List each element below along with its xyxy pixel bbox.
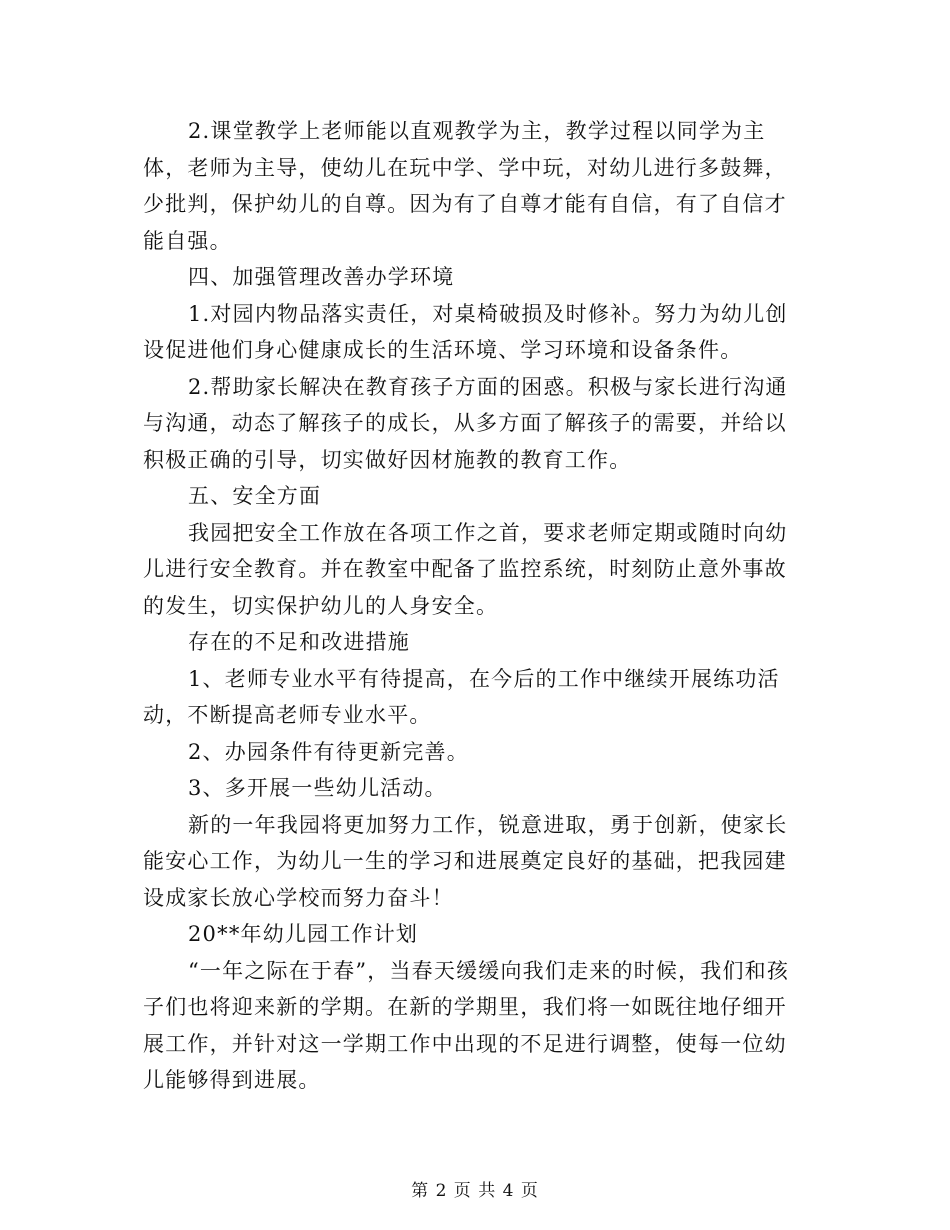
paragraph-safety-work: 我园把安全工作放在各项工作之首，要求老师定期或随时向幼儿进行安全教育。并在教室中配备了监控系统，时刻防止意外事故的发生，切实保护幼儿的人身安全。 [143,520,788,618]
document-body [143,113,808,1099]
heading-shortcomings: 存在的不足和改进措施 [188,630,410,654]
paragraph-new-year-effort: 新的一年我园将更加努力工作，锐意进取，勇于创新，使家长能安心工作，为幼儿一生的学习和进展奠定良好的基础，把我园建设成家长放心学校而努力奋斗！ [143,812,788,910]
page-number-footer: 第 2 页 共 4 页 [411,1181,539,1201]
paragraph-classroom-teaching: 2.课堂教学上老师能以直观教学为主，教学过程以同学为主体，老师为主导，使幼儿在玩中学、学中玩，对幼儿进行多鼓舞，少批判，保护幼儿的自尊。因为有了自尊才能有自信，有了自信才能自强。 [143,119,787,253]
list-item-school-conditions: 2、办园条件有待更新完善。 [188,739,469,764]
heading-safety: 五、安全方面 [188,484,322,508]
list-item-more-activities: 3、多开展一些幼儿活动。 [188,776,447,800]
paragraph-property-responsibility: 1.对园内物品落实责任，对桌椅破损及时修补。努力为幼儿创设促进他们身心健康成长的生活环境、学习环境和设备条件。 [143,301,788,362]
paragraph-parent-communication: 2.帮助家长解决在教育孩子方面的困惑。积极与家长进行沟通与沟通，动态了解孩子的成长，从多方面了解孩子的需要，并给以积极正确的引导，切实做好因材施教的教育工作。 [143,374,788,472]
list-item-teacher-level: 1、老师专业水平有待提高，在今后的工作中继续开展练功活动，不断提高老师专业水平。 [143,666,780,727]
heading-management-environment: 四、加强管理改善办学环境 [188,265,455,289]
heading-work-plan: 20**年幼儿园工作计划 [188,922,419,946]
paragraph-spring-intro: “一年之际在于春”，当春天缓缓向我们走来的时候，我们和孩子们也将迎来新的学期。在新的学期里，我们将一如既往地仔细开展工作，并针对这一学期工作中出现的不足进行调整，使每一位幼儿能够得到进展。 [143,958,790,1092]
